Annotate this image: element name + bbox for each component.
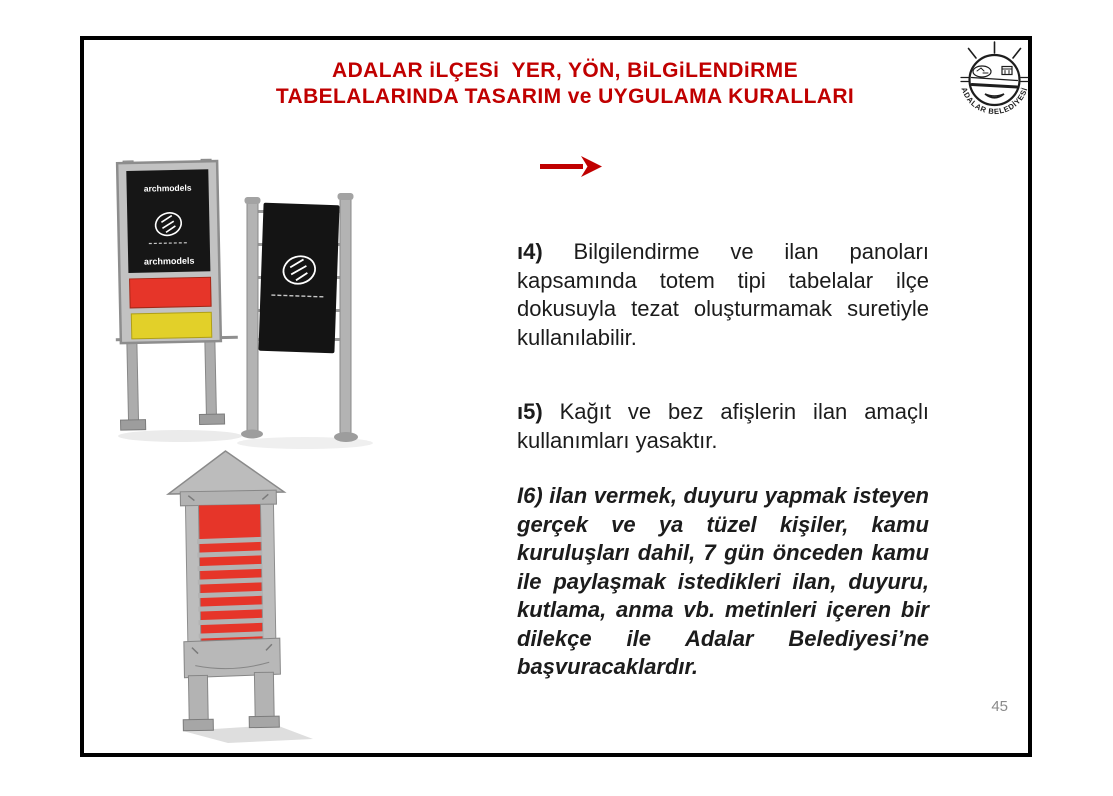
paragraph-i4-text: Bilgilendirme ve ilan panoları kapsamında totem tipi tabelalar ilçe dokusuyla tezat oluşturmamak suretiyle kullanılabilir. xyxy=(517,239,929,350)
brand-text-bottom: archmodels xyxy=(143,255,195,267)
logo-text: ADALAR BELEDİYESİ xyxy=(959,86,1030,117)
post-base xyxy=(334,432,358,442)
house-detail xyxy=(1002,69,1012,74)
foot xyxy=(249,716,279,728)
island-sketch xyxy=(973,66,991,77)
paragraph-i4 xyxy=(517,238,929,352)
house-sketch xyxy=(1002,67,1012,75)
totem-foot xyxy=(121,420,146,431)
post-cap xyxy=(338,193,354,200)
island-detail xyxy=(977,68,988,73)
horizon-line xyxy=(972,78,1018,81)
paragraph-i5 xyxy=(517,398,929,455)
paragraph-i6-label: I6) xyxy=(517,483,543,508)
leg xyxy=(254,672,274,718)
leg xyxy=(188,675,208,721)
totem-left xyxy=(112,159,240,430)
notice-board-image xyxy=(158,443,338,743)
paragraph-i4-label: ı4) xyxy=(517,239,543,264)
red-arrow-icon xyxy=(538,155,604,178)
ground-shadow xyxy=(118,430,242,442)
foot xyxy=(183,719,213,731)
title-line-2: TABELALARINDA TASARIM ve UYGULAMA KURALLARI xyxy=(275,85,855,108)
notice-board xyxy=(168,450,289,731)
paragraph-i5-text: Kağıt ve bez afişlerin ilan amaçlı kullanımları yasaktır. xyxy=(517,399,929,453)
sea-band xyxy=(972,85,1017,88)
brand-text-top: archmodels xyxy=(143,182,192,194)
slide-title xyxy=(205,58,925,110)
pediment xyxy=(168,450,285,494)
totem-foot xyxy=(199,414,224,425)
yellow-panel xyxy=(131,312,212,339)
top-beam xyxy=(180,490,276,506)
svg-text:ADALAR BELEDİYESİ xyxy=(960,86,1030,116)
base-beam xyxy=(184,638,281,678)
totem-post xyxy=(247,202,258,432)
paragraph-i6-text: ilan vermek, duyuru yapmak isteyen gerçek ve ya tüzel kişiler, kamu kuruluşları dahil, 7 gün önceden kamu ile paylaşmak istedikleri ilan, duyuru, kutlama, anma vb. metinleri içeren bir dilekçe ile Adalar Belediyesi’ne başvuracaklardır. xyxy=(517,483,929,679)
sun-ray-icon xyxy=(1013,49,1021,59)
smile-icon xyxy=(985,94,1004,98)
paragraph-i5-label: ı5) xyxy=(517,399,543,424)
post-cap xyxy=(245,197,261,204)
body-text xyxy=(517,238,929,682)
paragraph-i6 xyxy=(517,482,929,682)
red-panel xyxy=(130,277,212,308)
page-number: 45 xyxy=(991,698,1008,715)
totem-signs-image xyxy=(100,140,400,460)
totem-post xyxy=(340,198,351,434)
sun-ray-icon xyxy=(969,49,977,59)
post-base xyxy=(241,430,263,439)
totem-right xyxy=(241,193,358,442)
title-line-1: ADALAR iLÇESi YER, YÖN, BiLGiLENDiRME xyxy=(332,59,798,82)
adalar-belediyesi-logo xyxy=(947,40,1042,135)
